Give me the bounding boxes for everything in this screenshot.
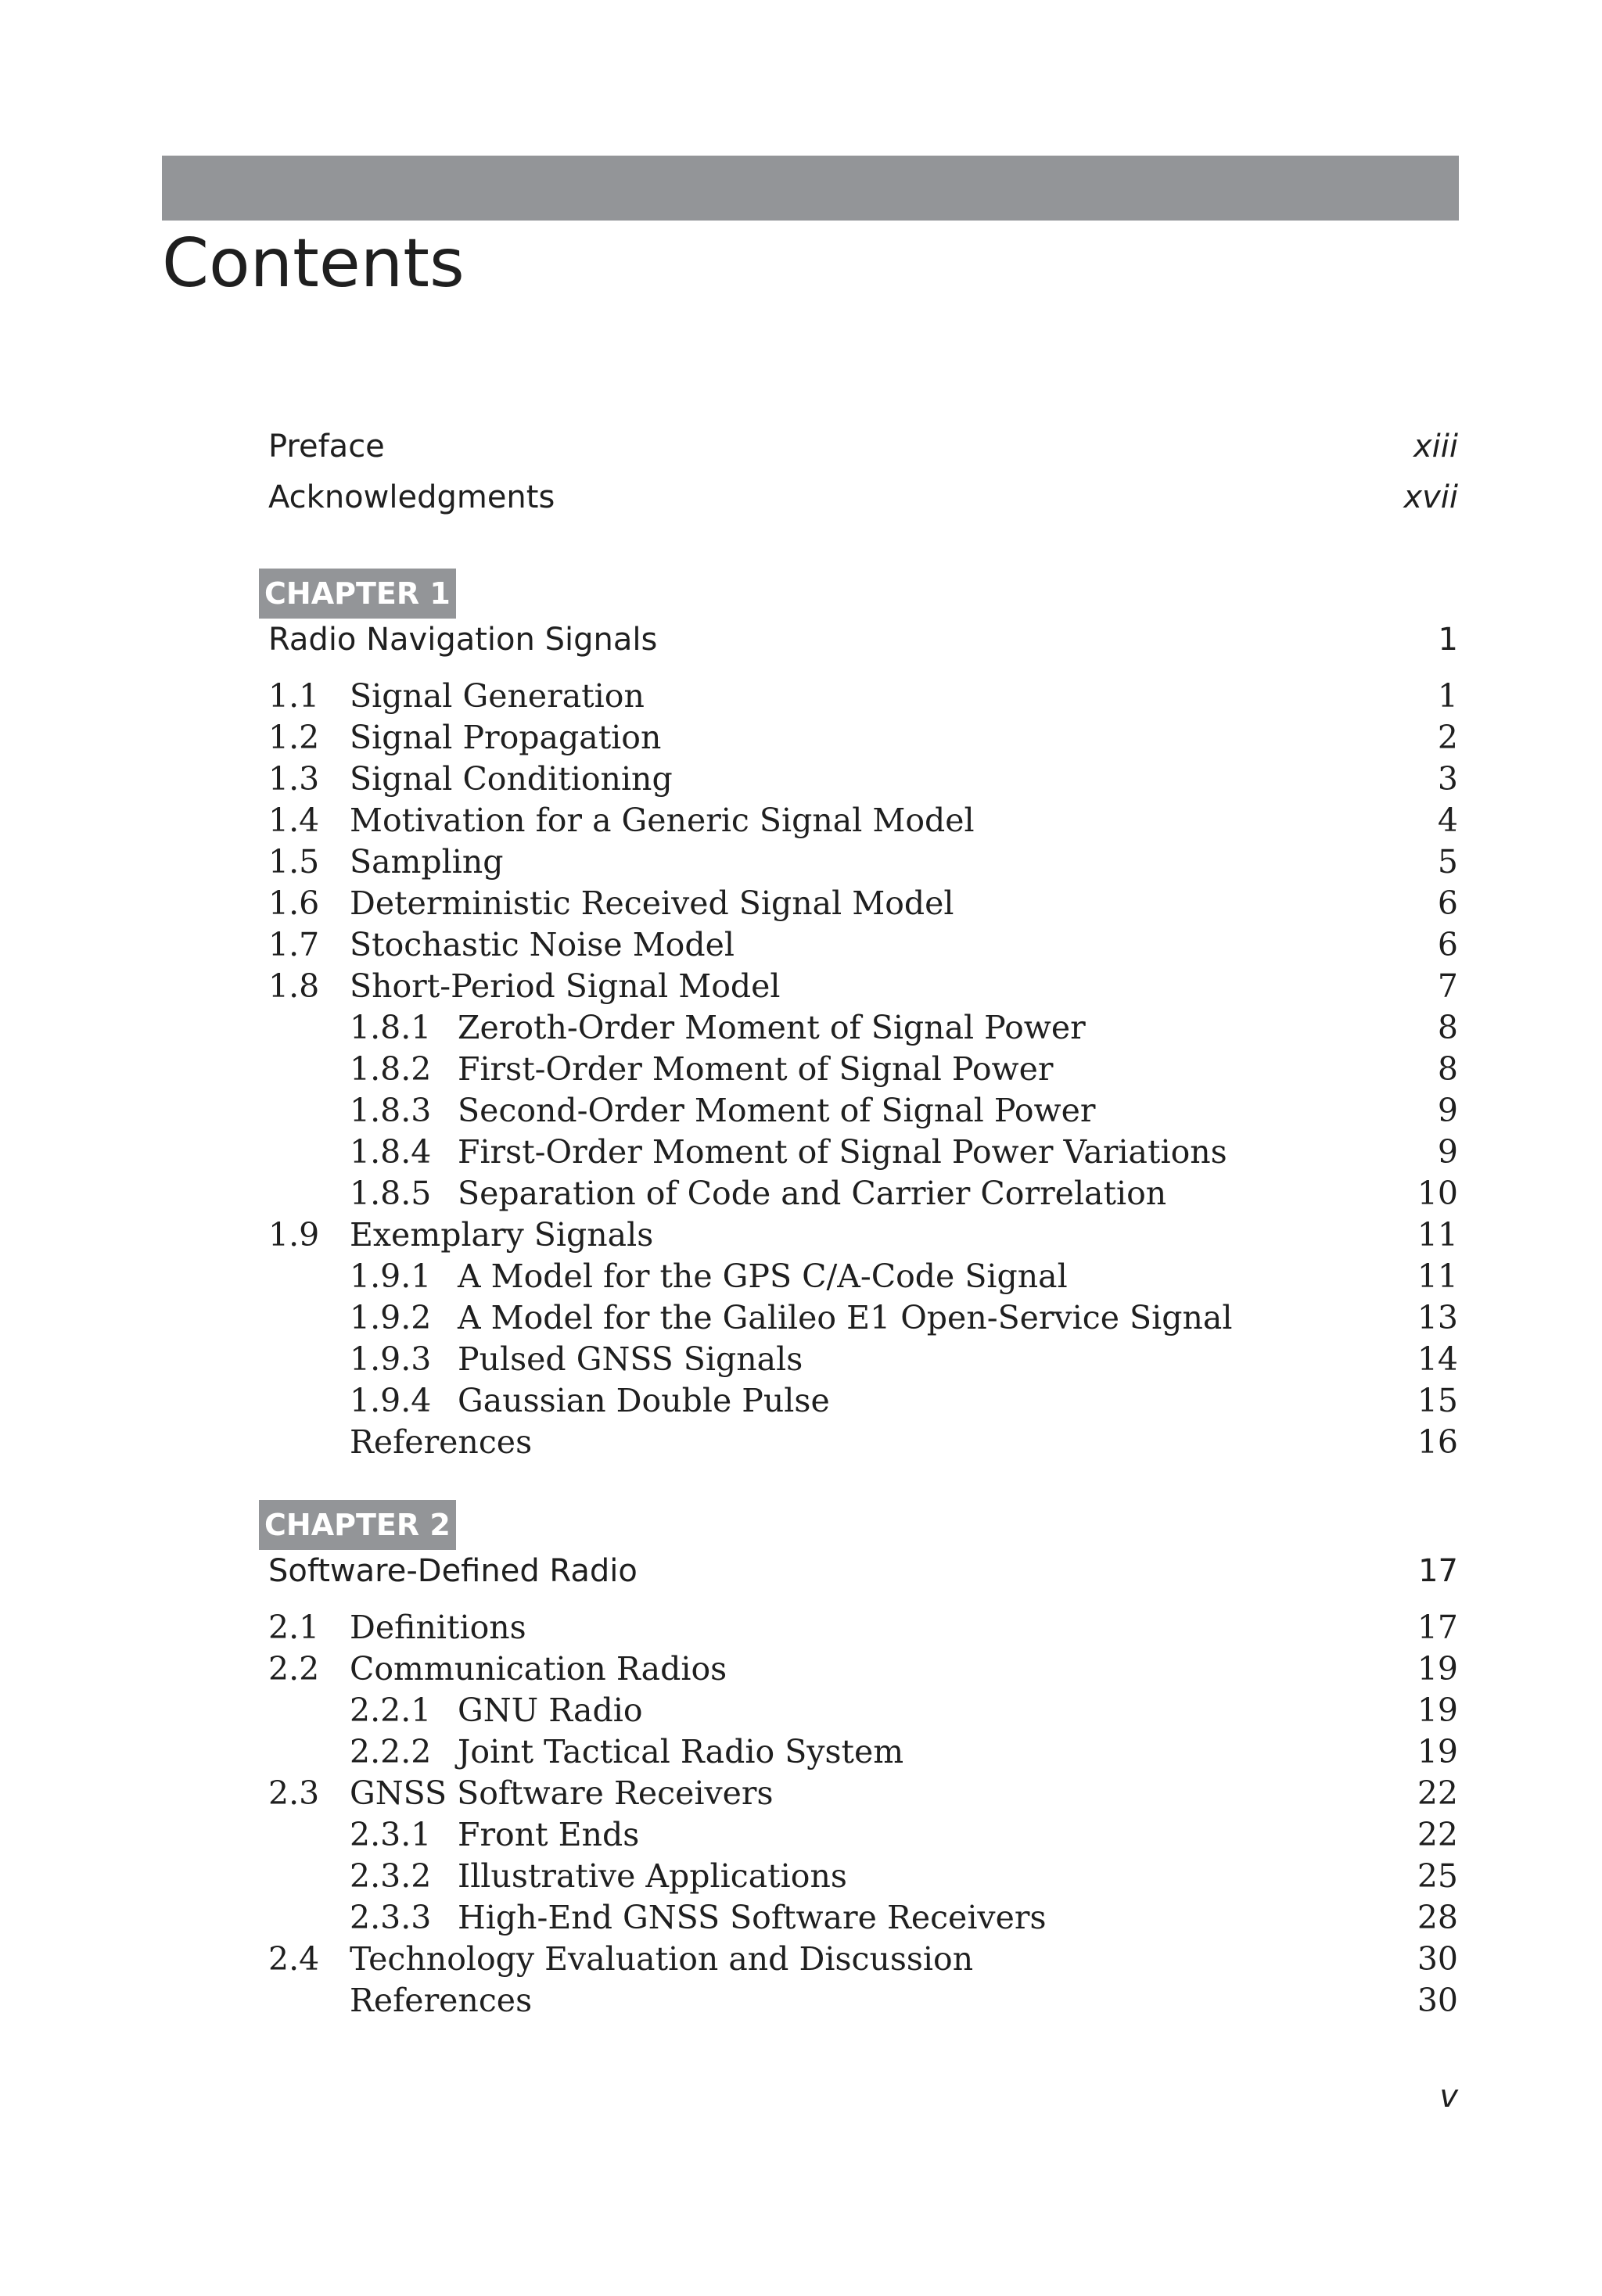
section-title: Signal Conditioning [350, 760, 673, 798]
chapter-title: Software-Defined Radio [268, 1553, 638, 1589]
chapter-heading[interactable] [0, 622, 1602, 663]
section-number: 1.9 [268, 1216, 320, 1254]
toc-subentry[interactable] [0, 1050, 1602, 1092]
toc-entry[interactable] [0, 1940, 1602, 1982]
toc-entry[interactable] [0, 677, 1602, 719]
chapter-heading[interactable] [0, 1553, 1602, 1595]
subsection-title: Zeroth-Order Moment of Signal Power [458, 1009, 1086, 1046]
section-title: Motivation for a Generic Signal Model [350, 802, 975, 839]
toc-entry-references[interactable] [0, 1982, 1602, 2023]
subsection-page: 14 [1417, 1340, 1458, 1378]
entry-page: xvii [1403, 479, 1458, 515]
subsection-title: GNU Radio [458, 1692, 643, 1729]
toc-entry[interactable] [0, 967, 1602, 1009]
chapter-page: 1 [1438, 622, 1458, 658]
section-page: 11 [1417, 1216, 1458, 1254]
references-page: 30 [1417, 1982, 1458, 2019]
toc-entry[interactable] [0, 843, 1602, 884]
entry-title: Acknowledgments [268, 479, 555, 515]
page-title: Contents [162, 224, 465, 303]
toc-entry[interactable] [0, 884, 1602, 926]
subsection-number: 1.8.2 [350, 1050, 432, 1088]
section-number: 2.2 [268, 1650, 320, 1688]
subsection-title: Gaussian Double Pulse [458, 1382, 830, 1419]
chapter-label: CHAPTER 1 [259, 569, 456, 619]
section-number: 1.4 [268, 802, 320, 839]
toc-subentry[interactable] [0, 1733, 1602, 1774]
section-number: 1.6 [268, 884, 320, 922]
section-page: 2 [1437, 719, 1458, 756]
subsection-page: 11 [1417, 1257, 1458, 1295]
section-page: 1 [1437, 677, 1458, 715]
section-page: 6 [1437, 926, 1458, 963]
section-title: Definitions [350, 1609, 526, 1646]
section-title: GNSS Software Receivers [350, 1774, 774, 1812]
subsection-page: 9 [1437, 1133, 1458, 1171]
subsection-number: 1.8.4 [350, 1133, 432, 1171]
section-number: 1.7 [268, 926, 320, 963]
toc-subentry[interactable] [0, 1299, 1602, 1340]
section-page: 3 [1437, 760, 1458, 798]
section-page: 30 [1417, 1940, 1458, 1978]
subsection-page: 19 [1417, 1692, 1458, 1729]
references-title: References [350, 1982, 533, 2019]
chapter-page: 17 [1418, 1553, 1458, 1589]
subsection-number: 1.9.4 [350, 1382, 432, 1419]
section-title: Signal Propagation [350, 719, 662, 756]
references-page: 16 [1417, 1423, 1458, 1461]
section-title: Deterministic Received Signal Model [350, 884, 954, 922]
subsection-title: Separation of Code and Carrier Correlation [458, 1175, 1167, 1212]
toc-entry[interactable] [0, 719, 1602, 760]
section-page: 19 [1417, 1650, 1458, 1688]
subsection-title: Front Ends [458, 1816, 640, 1853]
section-title: Short-Period Signal Model [350, 967, 781, 1005]
section-number: 2.3 [268, 1774, 320, 1812]
subsection-number: 1.9.3 [350, 1340, 432, 1378]
section-page: 22 [1417, 1774, 1458, 1812]
section-number: 1.8 [268, 967, 320, 1005]
subsection-number: 2.3.3 [350, 1899, 432, 1936]
toc-subentry[interactable] [0, 1382, 1602, 1423]
section-page: 17 [1417, 1609, 1458, 1646]
subsection-number: 1.9.2 [350, 1299, 432, 1336]
toc-subentry[interactable] [0, 1857, 1602, 1899]
subsection-title: A Model for the Galileo E1 Open-Service Signal [458, 1299, 1233, 1336]
toc-subentry[interactable] [0, 1133, 1602, 1175]
subsection-title: Second-Order Moment of Signal Power [458, 1092, 1096, 1129]
section-title: Communication Radios [350, 1650, 727, 1688]
section-number: 1.3 [268, 760, 320, 798]
subsection-page: 22 [1417, 1816, 1458, 1853]
chapter-label: CHAPTER 2 [259, 1500, 456, 1550]
subsection-number: 1.9.1 [350, 1257, 432, 1295]
toc-entry[interactable] [0, 926, 1602, 967]
subsection-page: 10 [1417, 1175, 1458, 1212]
toc-subentry[interactable] [0, 1175, 1602, 1216]
toc-subentry[interactable] [0, 1257, 1602, 1299]
subsection-title: First-Order Moment of Signal Power Variations [458, 1133, 1227, 1171]
subsection-title: Illustrative Applications [458, 1857, 847, 1895]
subsection-title: First-Order Moment of Signal Power [458, 1050, 1054, 1088]
section-title: Signal Generation [350, 677, 645, 715]
toc-entry[interactable] [0, 802, 1602, 843]
subsection-number: 1.8.1 [350, 1009, 432, 1046]
subsection-title: High-End GNSS Software Receivers [458, 1899, 1047, 1936]
subsection-page: 9 [1437, 1092, 1458, 1129]
section-title: Sampling [350, 843, 504, 881]
subsection-page: 15 [1417, 1382, 1458, 1419]
subsection-page: 8 [1437, 1050, 1458, 1088]
toc-entry[interactable] [0, 1650, 1602, 1692]
section-title: Exemplary Signals [350, 1216, 654, 1254]
page-number: v [1439, 2079, 1458, 2115]
subsection-number: 2.3.2 [350, 1857, 432, 1895]
section-page: 6 [1437, 884, 1458, 922]
section-title: Stochastic Noise Model [350, 926, 735, 963]
section-number: 2.1 [268, 1609, 320, 1646]
section-page: 4 [1437, 802, 1458, 839]
toc-subentry[interactable] [0, 1816, 1602, 1857]
references-title: References [350, 1423, 533, 1461]
subsection-number: 1.8.3 [350, 1092, 432, 1129]
toc-entry-references[interactable] [0, 1423, 1602, 1465]
toc-entry-preface[interactable] [0, 429, 1602, 470]
entry-page: xiii [1413, 429, 1458, 465]
toc-subentry[interactable] [0, 1092, 1602, 1133]
toc-entry[interactable] [0, 1774, 1602, 1816]
section-page: 5 [1437, 843, 1458, 881]
toc-subentry[interactable] [0, 1899, 1602, 1940]
toc-subentry[interactable] [0, 1692, 1602, 1733]
section-number: 1.5 [268, 843, 320, 881]
subsection-number: 1.8.5 [350, 1175, 432, 1212]
subsection-page: 13 [1417, 1299, 1458, 1336]
subsection-page: 25 [1417, 1857, 1458, 1895]
toc-subentry[interactable] [0, 1340, 1602, 1382]
subsection-title: A Model for the GPS C/A-Code Signal [458, 1257, 1068, 1295]
section-number: 1.2 [268, 719, 320, 756]
subsection-page: 8 [1437, 1009, 1458, 1046]
toc-entry[interactable] [0, 760, 1602, 802]
subsection-title: Joint Tactical Radio System [458, 1733, 904, 1770]
toc-entry[interactable] [0, 1609, 1602, 1650]
section-page: 7 [1437, 967, 1458, 1005]
section-number: 1.1 [268, 677, 320, 715]
chapter-title: Radio Navigation Signals [268, 622, 658, 658]
subsection-page: 28 [1417, 1899, 1458, 1936]
subsection-page: 19 [1417, 1733, 1458, 1770]
subsection-number: 2.2.1 [350, 1692, 432, 1729]
section-number: 2.4 [268, 1940, 320, 1978]
section-title: Technology Evaluation and Discussion [350, 1940, 974, 1978]
toc-entry[interactable] [0, 1216, 1602, 1257]
toc-entry-acknowledgments[interactable] [0, 479, 1602, 521]
subsection-title: Pulsed GNSS Signals [458, 1340, 803, 1378]
subsection-number: 2.3.1 [350, 1816, 432, 1853]
subsection-number: 2.2.2 [350, 1733, 432, 1770]
toc-subentry[interactable] [0, 1009, 1602, 1050]
entry-title: Preface [268, 429, 385, 465]
